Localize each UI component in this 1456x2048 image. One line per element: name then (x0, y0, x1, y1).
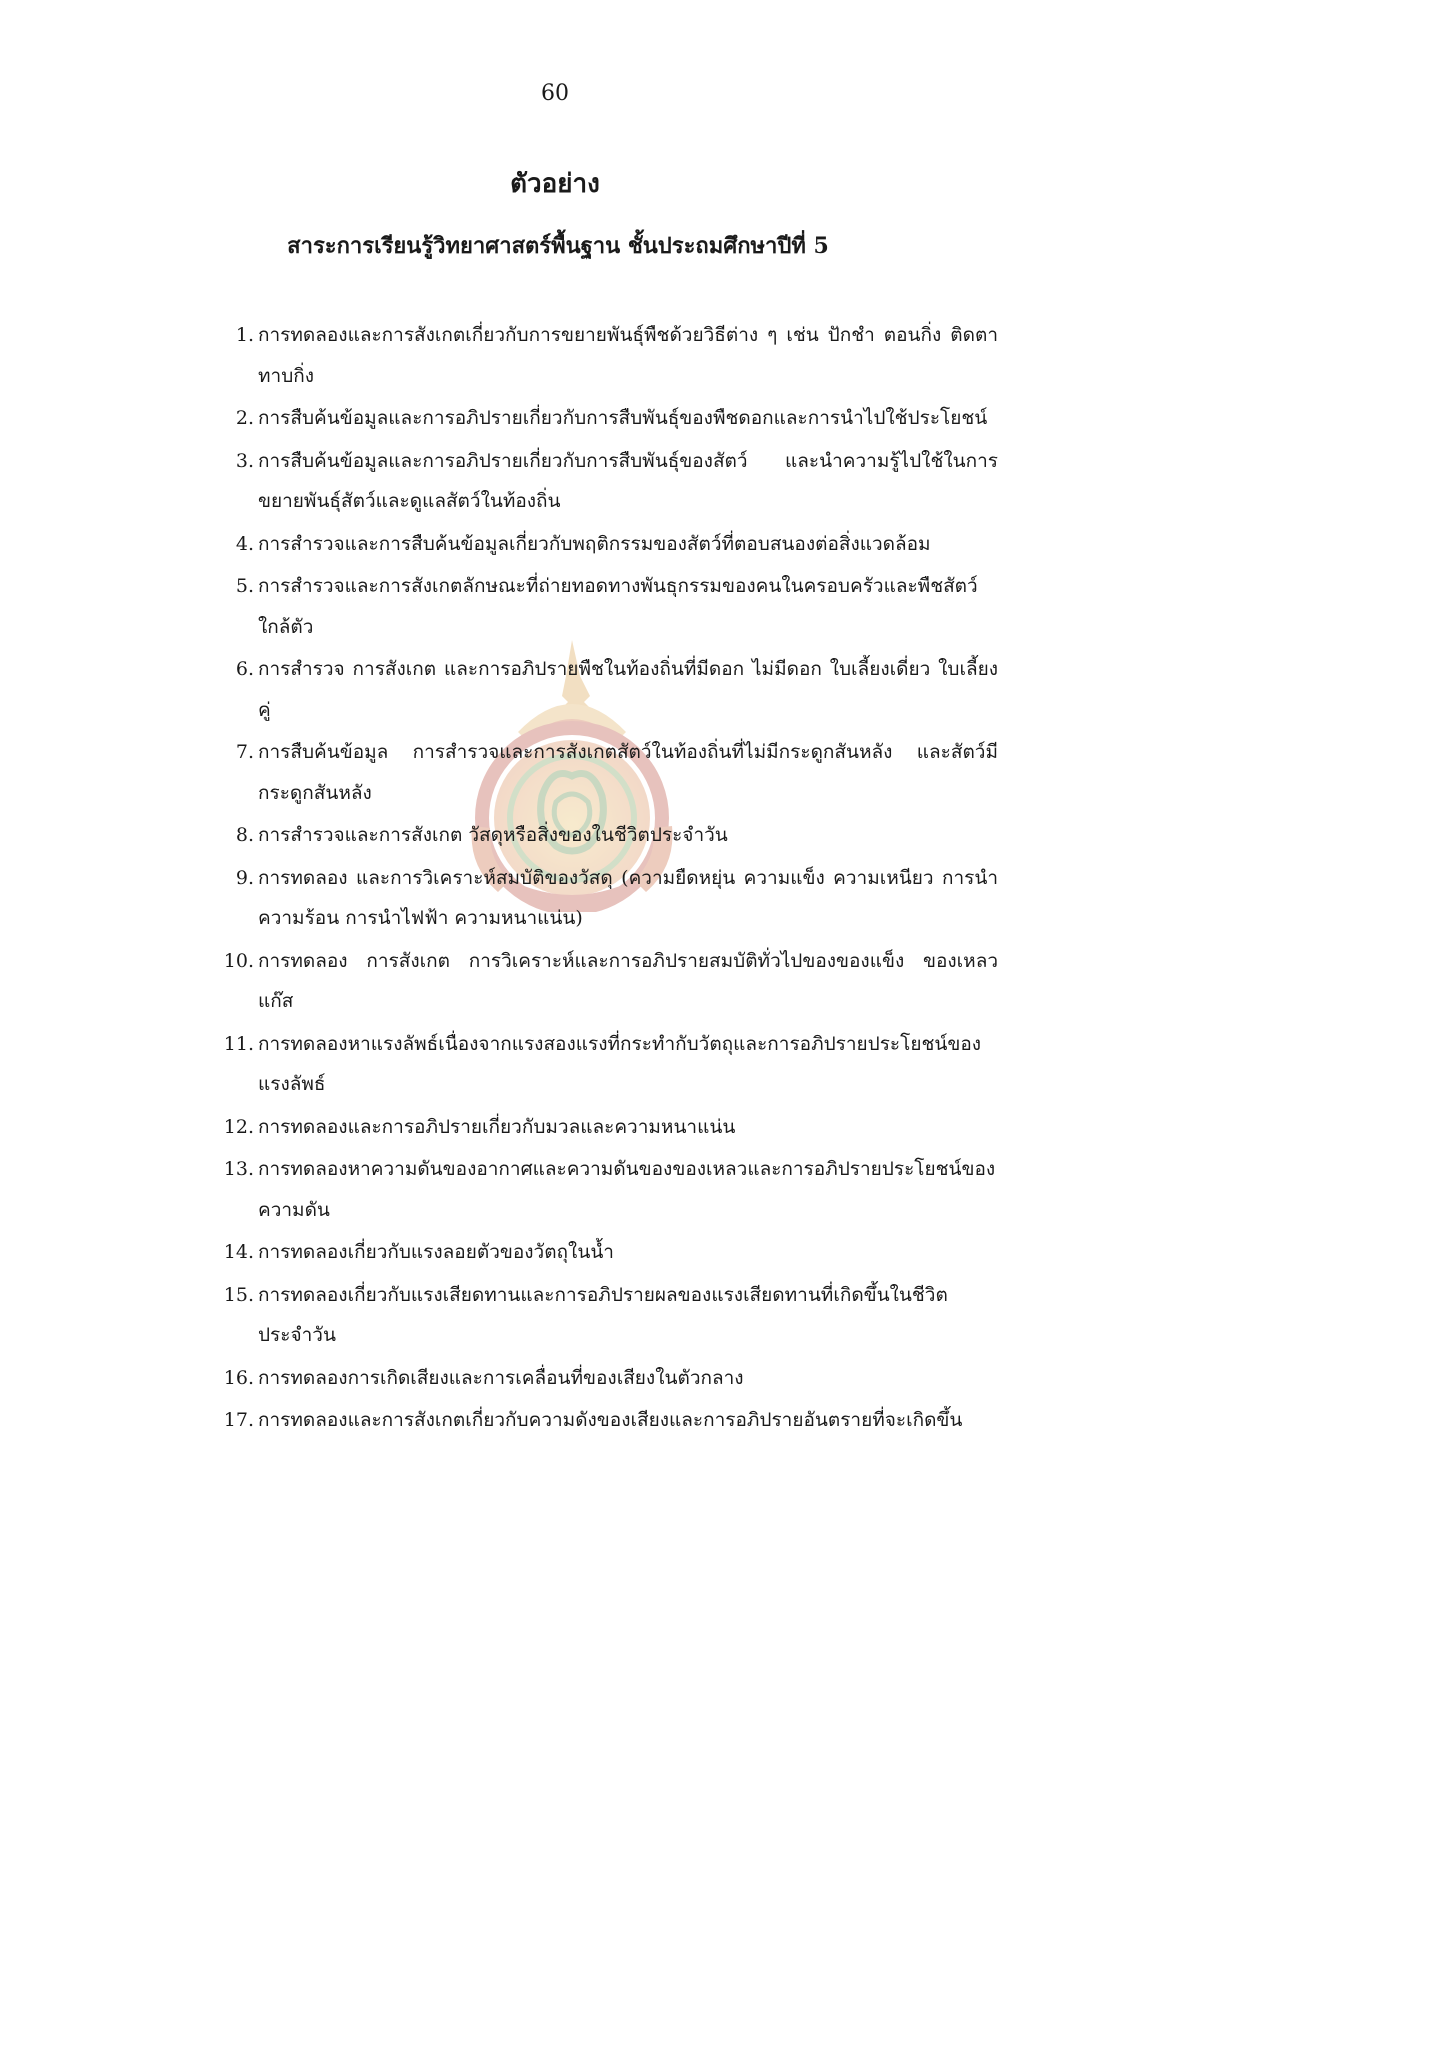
item-number: 7. (235, 741, 254, 763)
item-number: 9. (235, 866, 254, 889)
item-text: การทดลองหาแรงลัพธ์เนื่องจากแรงสองแรงที่กระทำกับวัตถุและการอภิปรายประโยชน์ของแรงลัพธ์ (258, 1032, 982, 1095)
item-number: 8. (235, 824, 254, 846)
list-item (208, 1358, 998, 1399)
item-number: 15. (223, 1283, 254, 1306)
item-number: 12. (223, 1115, 254, 1138)
item-number: 4. (235, 532, 254, 555)
list-item (208, 441, 998, 522)
item-text: การทดลองเกี่ยวกับแรงลอยตัวของวัตถุในน้ำ (258, 1241, 614, 1263)
item-number: 16. (223, 1366, 254, 1389)
item-text: การทดลอง การสังเกต การวิเคราะห์และการอภิปรายสมบัติทั่วไปของของแข็ง ของเหลว แก๊ส (258, 949, 998, 1012)
list-item (208, 398, 998, 439)
list-item (208, 649, 998, 730)
list-item (208, 1149, 998, 1230)
item-text: การสำรวจ การสังเกต และการอภิปรายพืชในท้องถิ่นที่มีดอก ไม่มีดอก ใบเลี้ยงเดี่ยว ใบเลี้ยงคู่ (258, 658, 998, 721)
item-text: การสำรวจและการสังเกตลักษณะที่ถ่ายทอดทางพันธุกรรมของคนในครอบครัวและพืชสัตว์ใกล้ตัว (258, 575, 978, 638)
item-number: 3. (235, 449, 254, 472)
item-number: 6. (235, 658, 254, 680)
item-text: การทดลองเกี่ยวกับแรงเสียดทานและการอภิปรายผลของแรงเสียดทานที่เกิดขึ้นในชีวิตประจำวัน (258, 1283, 948, 1346)
item-text: การทดลองและการสังเกตเกี่ยวกับการขยายพันธุ์พืชด้วยวิธีต่าง ๆ เช่น ปักชำ ตอนกิ่ง ติดตา ทาบกิ่ง (258, 324, 998, 387)
page-number: 60 (541, 81, 569, 106)
content-list (208, 315, 998, 1443)
item-text: การสืบค้นข้อมูล การสำรวจและการสังเกตสัตว์ในท้องถิ่นที่ไม่มีกระดูกสันหลัง และสัตว์มีกระดูกสันหลัง (258, 741, 998, 804)
item-text: การสำรวจและการสังเกต วัสดุหรือสิ่งของในชีวิตประจำวัน (258, 824, 728, 846)
item-text: การทดลองหาความดันของอากาศและความดันของของเหลวและการอภิปรายประโยชน์ของความดัน (258, 1158, 996, 1221)
list-item (208, 815, 998, 856)
item-text: การสืบค้นข้อมูลและการอภิปรายเกี่ยวกับการสืบพันธุ์ของพืชดอกและการนำไปใช้ประโยชน์ (258, 407, 988, 429)
item-number: 1. (235, 324, 254, 346)
item-text: การทดลอง และการวิเคราะห์สมบัติของวัสดุ (ความยืดหยุ่น ความแข็ง ความเหนียว การนำความร้อน การนำไฟฟ้า ความหนาแน่น) (258, 866, 998, 929)
page-subtitle: สาระการเรียนรู้วิทยาศาสตร์พื้นฐาน ชั้นประถมศึกษาปีที่ 5 (287, 233, 829, 259)
item-number: 2. (235, 407, 254, 429)
item-number: 17. (223, 1409, 254, 1431)
item-text: การทดลองและการสังเกตเกี่ยวกับความดังของเสียงและการอภิปรายอันตรายที่จะเกิดขึ้น (258, 1409, 963, 1431)
list-item (208, 1275, 998, 1356)
list-item (208, 524, 998, 565)
item-text: การสืบค้นข้อมูลและการอภิปรายเกี่ยวกับการสืบพันธุ์ของสัตว์ และนำความรู้ไปใช้ในการขยายพันธุ์สัตว์และดูแลสัตว์ในท้องถิ่น (258, 449, 998, 512)
item-number: 13. (223, 1158, 254, 1180)
page-title: ตัวอย่าง (510, 169, 600, 199)
item-number: 14. (223, 1241, 254, 1263)
item-number: 10. (223, 949, 254, 972)
list-item (208, 732, 998, 813)
list-item (208, 1024, 998, 1105)
list-item (208, 1107, 998, 1148)
list-item (208, 1400, 998, 1441)
list-item (208, 858, 998, 939)
list-item (208, 566, 998, 647)
list-item (208, 1232, 998, 1273)
item-number: 5. (235, 575, 254, 597)
list-item (208, 941, 998, 1022)
item-number: 11. (223, 1032, 254, 1055)
item-text: การทดลองการเกิดเสียงและการเคลื่อนที่ของเสียงในตัวกลาง (258, 1366, 744, 1389)
list-item (208, 315, 998, 396)
item-text: การสำรวจและการสืบค้นข้อมูลเกี่ยวกับพฤติกรรมของสัตว์ที่ตอบสนองต่อสิ่งแวดล้อม (258, 532, 931, 555)
item-text: การทดลองและการอภิปรายเกี่ยวกับมวลและความหนาแน่น (258, 1115, 736, 1138)
